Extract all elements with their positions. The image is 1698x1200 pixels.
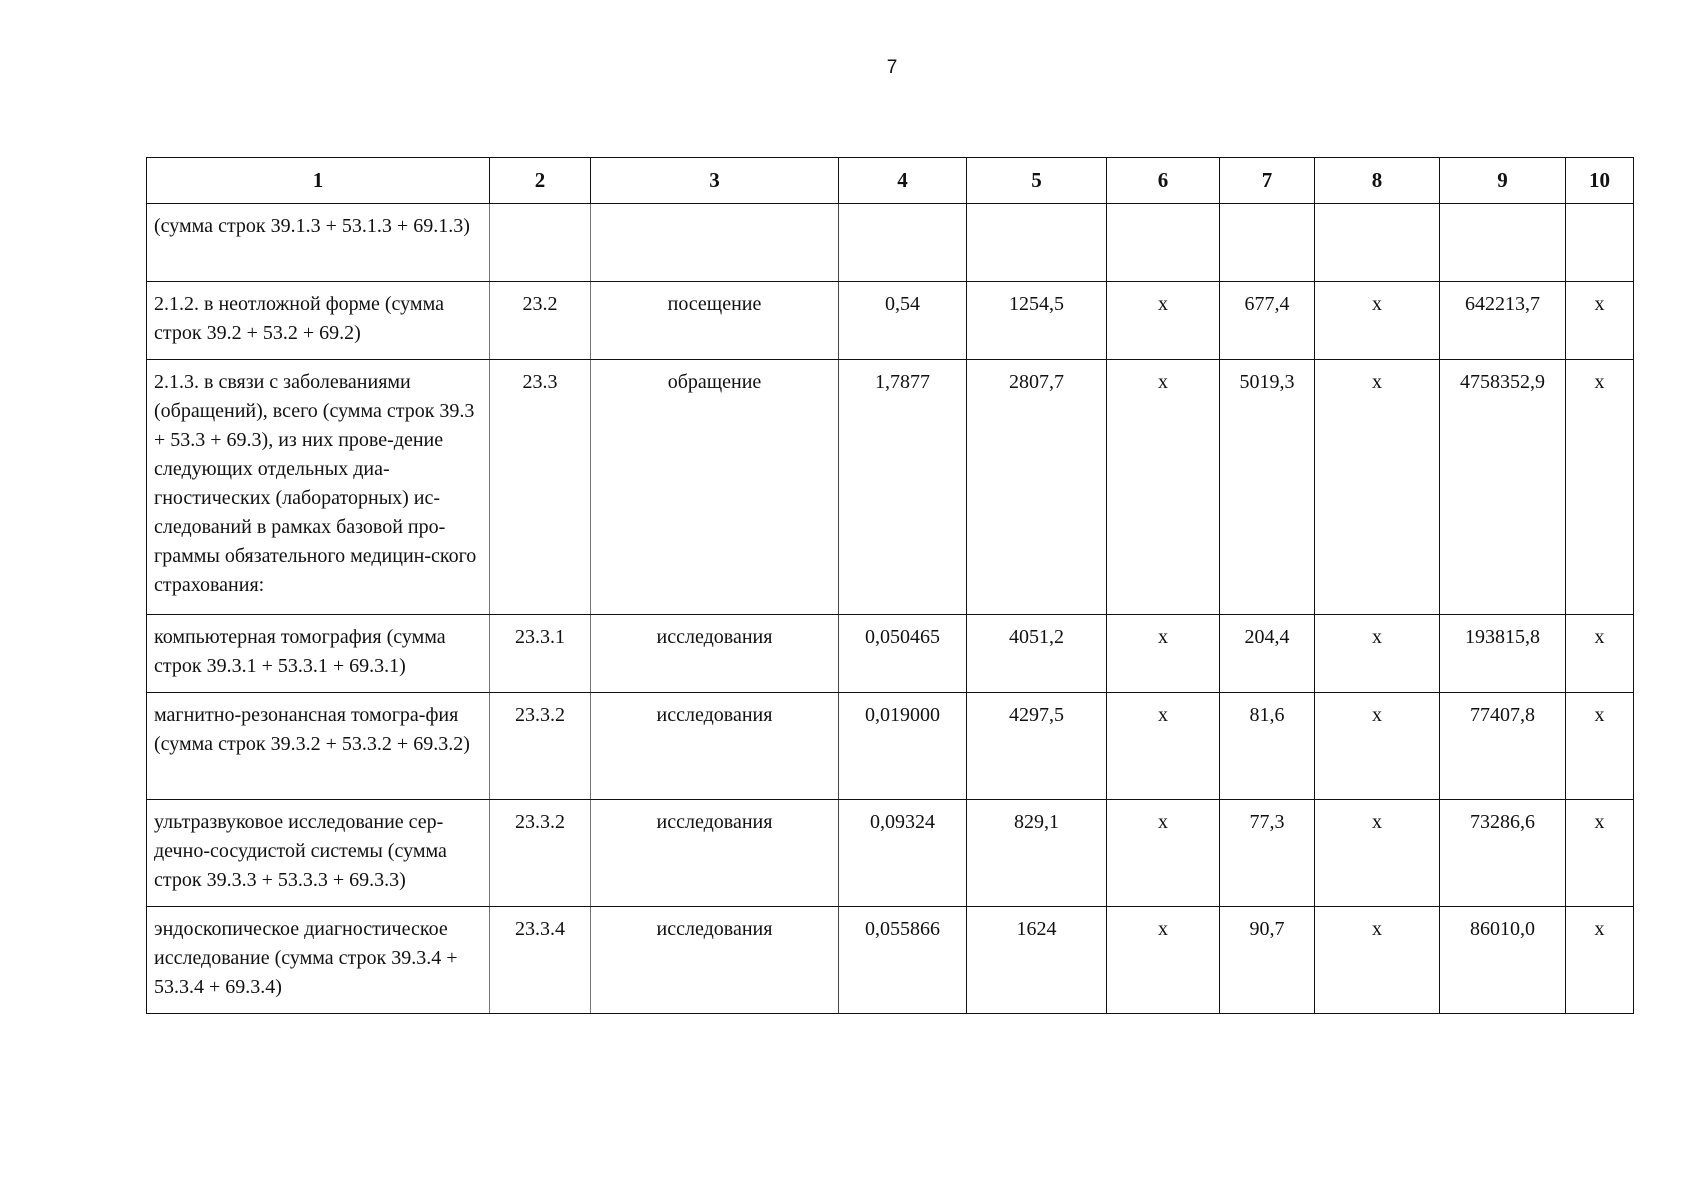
value-cell-8: х xyxy=(1315,615,1440,693)
value-cell-5: 1254,5 xyxy=(967,282,1107,360)
value-cell-5 xyxy=(967,204,1107,282)
table-row xyxy=(147,907,1634,1014)
table-row xyxy=(147,693,1634,800)
column-header-7: 7 xyxy=(1220,158,1315,204)
value-cell-4 xyxy=(839,204,967,282)
row-label-cell: 2.1.3. в связи с заболеваниями (обращений), всего (сумма строк 39.3 + 53.3 + 69.3), из них прове-дение следующих отдельных диа-гностических (лабораторных) ис-следований в рамках базовой про-граммы обязательного медицин-ского страхования: xyxy=(147,360,490,615)
row-number-cell xyxy=(490,204,591,282)
value-cell-10 xyxy=(1566,204,1634,282)
value-cell-4: 0,019000 xyxy=(839,693,967,800)
row-number-cell: 23.3.1 xyxy=(490,615,591,693)
value-cell-8 xyxy=(1315,204,1440,282)
unit-cell: исследования xyxy=(591,615,839,693)
column-header-5: 5 xyxy=(967,158,1107,204)
value-cell-10: х xyxy=(1566,282,1634,360)
table-row xyxy=(147,282,1634,360)
data-table xyxy=(146,157,1634,1014)
column-header-1: 1 xyxy=(147,158,490,204)
value-cell-5: 4297,5 xyxy=(967,693,1107,800)
column-header-2: 2 xyxy=(490,158,591,204)
value-cell-8: х xyxy=(1315,282,1440,360)
column-header-9: 9 xyxy=(1440,158,1566,204)
row-label-cell: эндоскопическое диагностическое исследование (сумма строк 39.3.4 + 53.3.4 + 69.3.4) xyxy=(147,907,490,1014)
value-cell-7: 204,4 xyxy=(1220,615,1315,693)
value-cell-10: х xyxy=(1566,615,1634,693)
row-label-cell: 2.1.2. в неотложной форме (сумма строк 39.2 + 53.2 + 69.2) xyxy=(147,282,490,360)
unit-cell: исследования xyxy=(591,693,839,800)
value-cell-5: 1624 xyxy=(967,907,1107,1014)
value-cell-6: х xyxy=(1107,360,1220,615)
value-cell-7 xyxy=(1220,204,1315,282)
value-cell-4: 0,09324 xyxy=(839,800,967,907)
unit-cell: исследования xyxy=(591,907,839,1014)
column-header-6: 6 xyxy=(1107,158,1220,204)
unit-cell xyxy=(591,204,839,282)
row-number-cell: 23.3.2 xyxy=(490,800,591,907)
row-label-cell: ультразвуковое исследование сер-дечно-сосудистой системы (сумма строк 39.3.3 + 53.3.3 + 69.3.3) xyxy=(147,800,490,907)
value-cell-7: 77,3 xyxy=(1220,800,1315,907)
row-number-cell: 23.3 xyxy=(490,360,591,615)
value-cell-5: 4051,2 xyxy=(967,615,1107,693)
value-cell-9: 73286,6 xyxy=(1440,800,1566,907)
value-cell-9: 4758352,9 xyxy=(1440,360,1566,615)
value-cell-9 xyxy=(1440,204,1566,282)
row-label-cell: (сумма строк 39.1.3 + 53.1.3 + 69.1.3) xyxy=(147,204,490,282)
table-row xyxy=(147,615,1634,693)
page-number: 7 xyxy=(886,57,898,78)
value-cell-6: х xyxy=(1107,907,1220,1014)
value-cell-10: х xyxy=(1566,360,1634,615)
value-cell-7: 5019,3 xyxy=(1220,360,1315,615)
header-row xyxy=(147,158,1634,204)
value-cell-9: 77407,8 xyxy=(1440,693,1566,800)
column-header-10: 10 xyxy=(1566,158,1634,204)
value-cell-9: 86010,0 xyxy=(1440,907,1566,1014)
value-cell-7: 81,6 xyxy=(1220,693,1315,800)
value-cell-6: х xyxy=(1107,693,1220,800)
value-cell-8: х xyxy=(1315,800,1440,907)
value-cell-8: х xyxy=(1315,693,1440,800)
row-number-cell: 23.2 xyxy=(490,282,591,360)
value-cell-8: х xyxy=(1315,907,1440,1014)
value-cell-10: х xyxy=(1566,800,1634,907)
value-cell-5: 2807,7 xyxy=(967,360,1107,615)
value-cell-5: 829,1 xyxy=(967,800,1107,907)
value-cell-7: 677,4 xyxy=(1220,282,1315,360)
value-cell-9: 193815,8 xyxy=(1440,615,1566,693)
unit-cell: исследования xyxy=(591,800,839,907)
value-cell-9: 642213,7 xyxy=(1440,282,1566,360)
column-header-3: 3 xyxy=(591,158,839,204)
table-row xyxy=(147,360,1634,615)
row-number-cell: 23.3.4 xyxy=(490,907,591,1014)
row-number-cell: 23.3.2 xyxy=(490,693,591,800)
value-cell-4: 1,7877 xyxy=(839,360,967,615)
value-cell-6: х xyxy=(1107,615,1220,693)
unit-cell: обращение xyxy=(591,360,839,615)
column-header-8: 8 xyxy=(1315,158,1440,204)
value-cell-10: х xyxy=(1566,693,1634,800)
value-cell-6: х xyxy=(1107,800,1220,907)
table-row xyxy=(147,204,1634,282)
value-cell-4: 0,050465 xyxy=(839,615,967,693)
value-cell-8: х xyxy=(1315,360,1440,615)
value-cell-7: 90,7 xyxy=(1220,907,1315,1014)
value-cell-4: 0,055866 xyxy=(839,907,967,1014)
value-cell-4: 0,54 xyxy=(839,282,967,360)
row-label-cell: компьютерная томография (сумма строк 39.3.1 + 53.3.1 + 69.3.1) xyxy=(147,615,490,693)
value-cell-6: х xyxy=(1107,282,1220,360)
row-label-cell: магнитно-резонансная томогра-фия (сумма строк 39.3.2 + 53.3.2 + 69.3.2) xyxy=(147,693,490,800)
unit-cell: посещение xyxy=(591,282,839,360)
value-cell-6 xyxy=(1107,204,1220,282)
table-row xyxy=(147,800,1634,907)
column-header-4: 4 xyxy=(839,158,967,204)
value-cell-10: х xyxy=(1566,907,1634,1014)
